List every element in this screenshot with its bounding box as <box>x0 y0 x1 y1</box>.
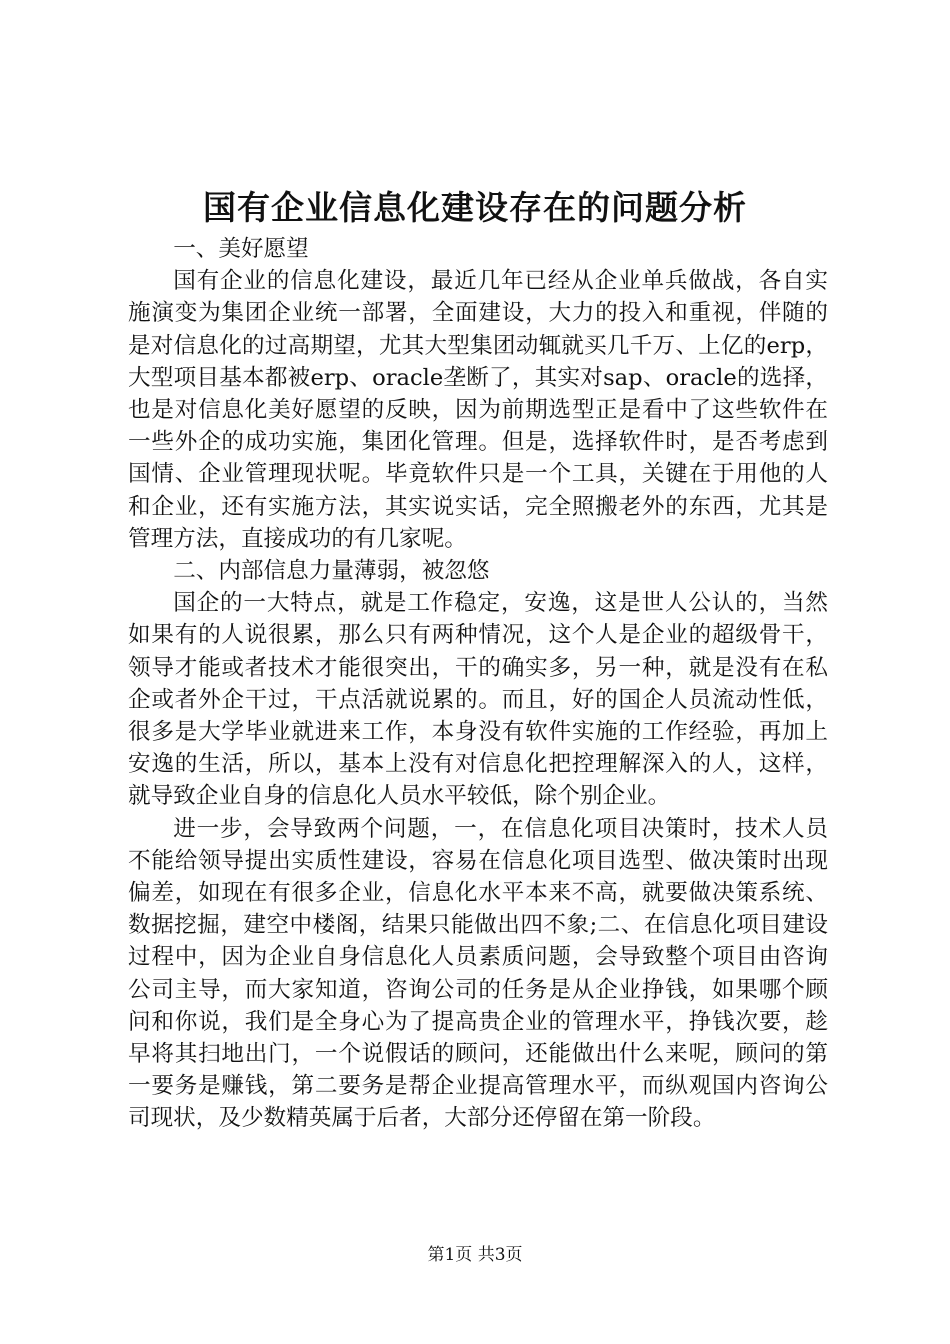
section-heading: 一、美好愿望 <box>173 236 309 262</box>
body-paragraph: 国有企业的信息化建设，最近几年已经从企业单兵做战，各自实施演变为集团企业统一部署，全面建设，大力的投入和重视，伴随的是对信息化的过高期望，尤其大型集团动辄就买几千万、上亿的erp，大型项目基本都被erp、oracle垄断了，其实对sap、oracle的选择，也是对信息化美好愿望的反映，因为前期选型正是看中了这些软件在一些外企的成功实施，集团化管理。但是，选择软件时，是否考虑到国情、企业管理现状呢。毕竟软件只是一个工具，关键在于用他的人和企业，还有实施方法，其实说实话，完全照搬老外的东西，尤其是管理方法，直接成功的有几家呢。 <box>128 268 828 552</box>
document-title: 国有企业信息化建设存在的问题分析 <box>203 188 747 227</box>
document-body <box>128 233 828 1135</box>
body-paragraph: 进一步，会导致两个问题，一，在信息化项目决策时，技术人员不能给领导提出实质性建设，容易在信息化项目选型、做决策时出现偏差，如现在有很多企业，信息化水平本来不高，就要做决策系统、数据挖掘，建空中楼阁，结果只能做出四不象;二、在信息化项目建设过程中，因为企业自身信息化人员素质问题，会导致整个项目由咨询公司主导，而大家知道，咨询公司的任务是从企业挣钱，如果哪个顾问和你说，我们是全身心为了提高贵企业的管理水平，挣钱次要，趁早将其扫地出门，一个说假话的顾问，还能做出什么来呢，顾问的第一要务是赚钱，第二要务是帮企业提高管理水平，而纵观国内咨询公司现状，及少数精英属于后者，大部分还停留在第一阶段。 <box>128 815 828 1132</box>
body-paragraph: 国企的一大特点，就是工作稳定，安逸，这是世人公认的，当然如果有的人说很累，那么只有两种情况，这个人是企业的超级骨干，领导才能或者技术才能很突出，干的确实多，另一种，就是没有在私企或者外企干过，干点活就说累的。而且，好的国企人员流动性低，很多是大学毕业就进来工作，本身没有软件实施的工作经验，再加上安逸的生活，所以，基本上没有对信息化把控理解深入的人，这样，就导致企业自身的信息化人员水平较低，除个别企业。 <box>128 590 828 810</box>
page-number-footer: 第1页 共3页 <box>427 1245 523 1265</box>
section-heading: 二、内部信息力量薄弱，被忽悠 <box>173 558 490 585</box>
